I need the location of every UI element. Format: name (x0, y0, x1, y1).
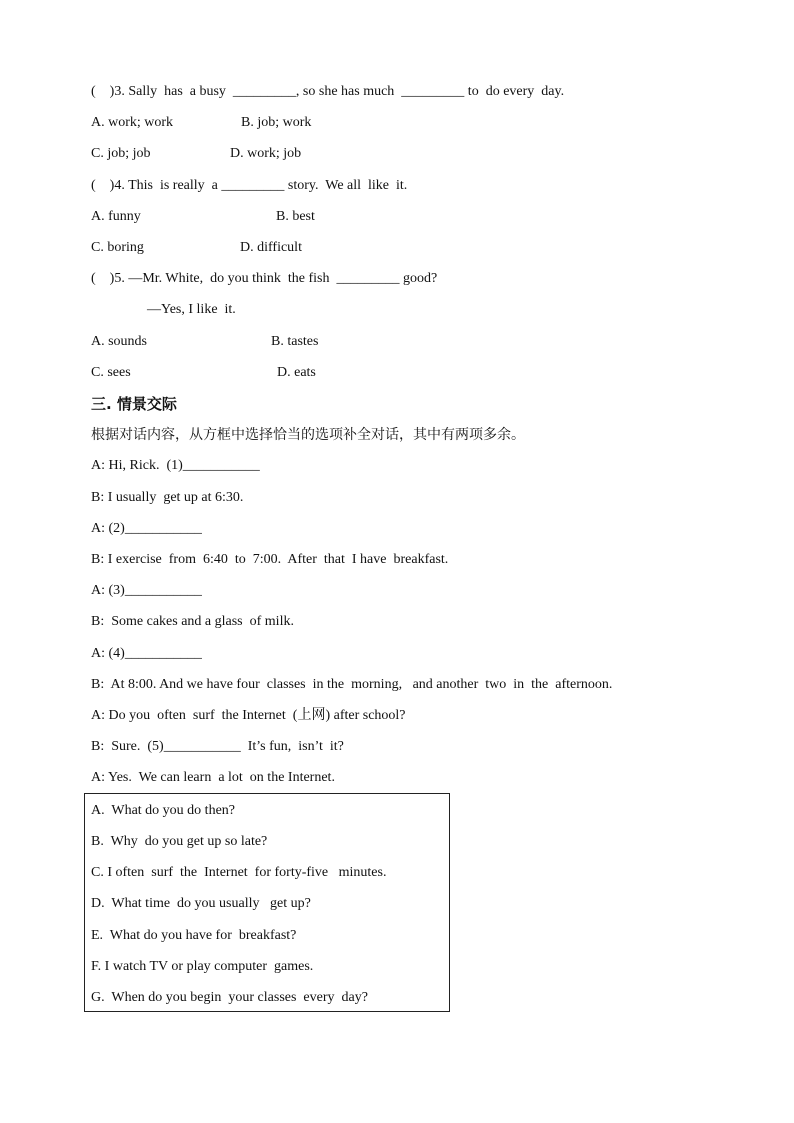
option-item: E. What do you have for breakfast? (91, 928, 297, 943)
option-item: D. What time do you usually get up? (91, 896, 311, 911)
option-item: A. What do you do then? (91, 803, 235, 818)
dialogue-line: B: Some cakes and a glass of milk. (91, 614, 294, 629)
question-3-option-a: A. work; work (91, 115, 174, 130)
option-item: G. When do you begin your classes every day? (91, 990, 368, 1005)
dialogue-line: A: (3)___________ (91, 583, 202, 598)
dialogue-line: B: At 8:00. And we have four classes in the morning, and another two in the afternoon. (91, 677, 613, 692)
question-3-option-d: D. work; job (230, 146, 302, 161)
question-4-option-a: A. funny (91, 209, 141, 224)
dialogue-line: B: I exercise from 6:40 to 7:00. After that I have breakfast. (91, 552, 449, 567)
question-5-option-b: B. tastes (271, 334, 319, 349)
question-5-option-c: C. sees (91, 365, 131, 380)
dialogue-line: A: (2)___________ (91, 521, 202, 536)
question-5-option-a: A. sounds (91, 334, 148, 349)
question-5-stem: ( )5. —Mr. White, do you think the fish _________ good? (91, 271, 438, 286)
dialogue-line: A: (4)___________ (91, 646, 202, 661)
dialogue-line: A: Yes. We can learn a lot on the Internet. (91, 770, 335, 785)
question-4-stem: ( )4. This is really a _________ story. We all like it. (91, 178, 408, 193)
dialogue-line: B: I usually get up at 6:30. (91, 490, 244, 505)
option-item: C. I often surf the Internet for forty-five minutes. (91, 865, 387, 880)
question-3-stem: ( )3. Sally has a busy _________, so she has much _________ to do every day. (91, 84, 565, 99)
question-4-option-d: D. difficult (240, 240, 302, 255)
dialogue-line: A: Hi, Rick. (1)___________ (91, 458, 260, 473)
section-3-title: 三. 情景交际 (91, 395, 177, 413)
question-3-option-c: C. job; job (91, 146, 151, 161)
question-5-reply: —Yes, I like it. (147, 302, 236, 317)
option-item: F. I watch TV or play computer games. (91, 959, 314, 974)
question-4-option-c: C. boring (91, 240, 144, 255)
dialogue-line: A: Do you often surf the Internet (上网) after school? (91, 708, 406, 723)
question-3-option-b: B. job; work (241, 115, 312, 130)
option-item: B. Why do you get up so late? (91, 834, 268, 849)
section-3-instruction: 根据对话内容，从方框中选择恰当的选项补全对话，其中有两项多余。 (91, 427, 525, 443)
question-5-option-d: D. eats (277, 365, 316, 380)
question-4-option-b: B. best (276, 209, 315, 224)
dialogue-line: B: Sure. (5)___________ It’s fun, isn’t it? (91, 739, 344, 754)
